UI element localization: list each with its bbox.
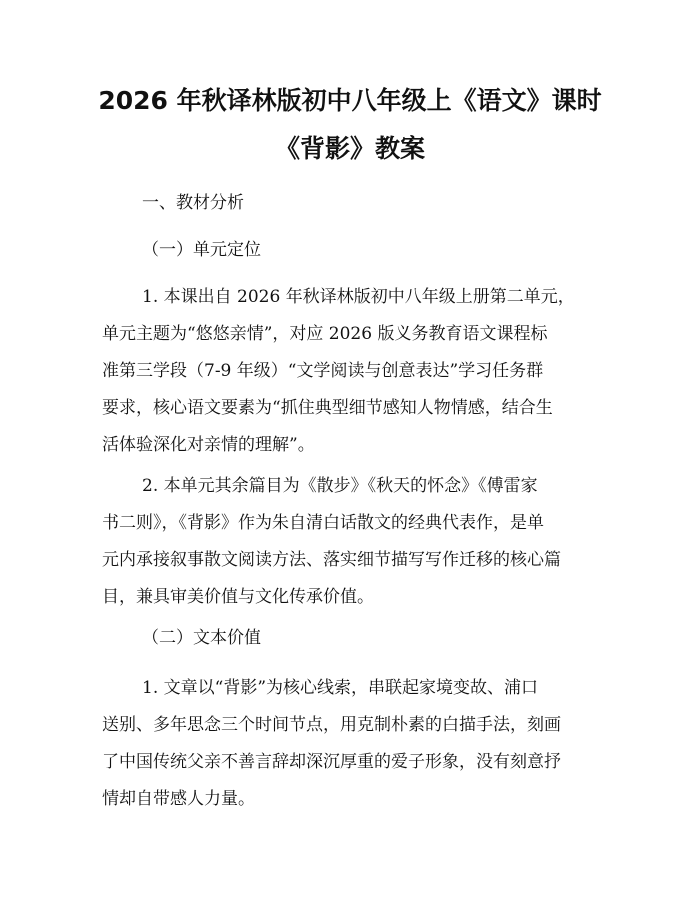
- document-title-line-1: 2026 年秋译林版初中八年级上《语文》课时: [98, 86, 602, 115]
- section-heading-textbook-analysis: 一、教材分析: [142, 193, 244, 213]
- paragraph-line: 活体验深化对亲情的理解”。: [102, 435, 315, 455]
- paragraph-unit-positioning-1: [102, 279, 602, 464]
- subsection-heading-unit-positioning: （一）单元定位: [142, 240, 261, 260]
- paragraph-line: 要求，核心语文要素为“抓住典型细节感知人物情感，结合生: [102, 398, 553, 418]
- paragraph-text-value-1: [102, 670, 602, 818]
- paragraph-unit-positioning-2: [102, 468, 602, 616]
- paragraph-line: 情却自带感人力量。: [102, 789, 255, 809]
- paragraph-line: 2. 本单元其余篇目为《散步》《秋天的怀念》《傅雷家: [142, 476, 538, 496]
- paragraph-line: 送别、多年思念三个时间节点，用克制朴素的白描手法，刻画: [102, 715, 561, 735]
- paragraph-line: 了中国传统父亲不善言辞却深沉厚重的爱子形象，没有刻意抒: [102, 752, 561, 772]
- paragraph-line: 1. 文章以“背影”为核心线索，串联起家境变故、浦口: [142, 678, 539, 698]
- paragraph-line: 书二则》，《背影》作为朱自清白话散文的经典代表作，是单: [102, 513, 544, 533]
- paragraph-line: 元内承接叙事散文阅读方法、落实细节描写写作迁移的核心篇: [102, 550, 561, 570]
- paragraph-line: 目，兼具审美价值与文化传承价值。: [102, 587, 374, 607]
- paragraph-line: 1. 本课出自 2026 年秋译林版初中八年级上册第二单元，: [142, 287, 575, 307]
- paragraph-line: 准第三学段（7-9 年级）“文学阅读与创意表达”学习任务群: [102, 361, 544, 381]
- subsection-heading-text-value: （二）文本价值: [142, 628, 261, 648]
- document-title-line-2: 《背影》教案: [274, 134, 425, 163]
- paragraph-line: 单元主题为“悠悠亲情”，对应 2026 版义务教育语文课程标: [102, 324, 548, 344]
